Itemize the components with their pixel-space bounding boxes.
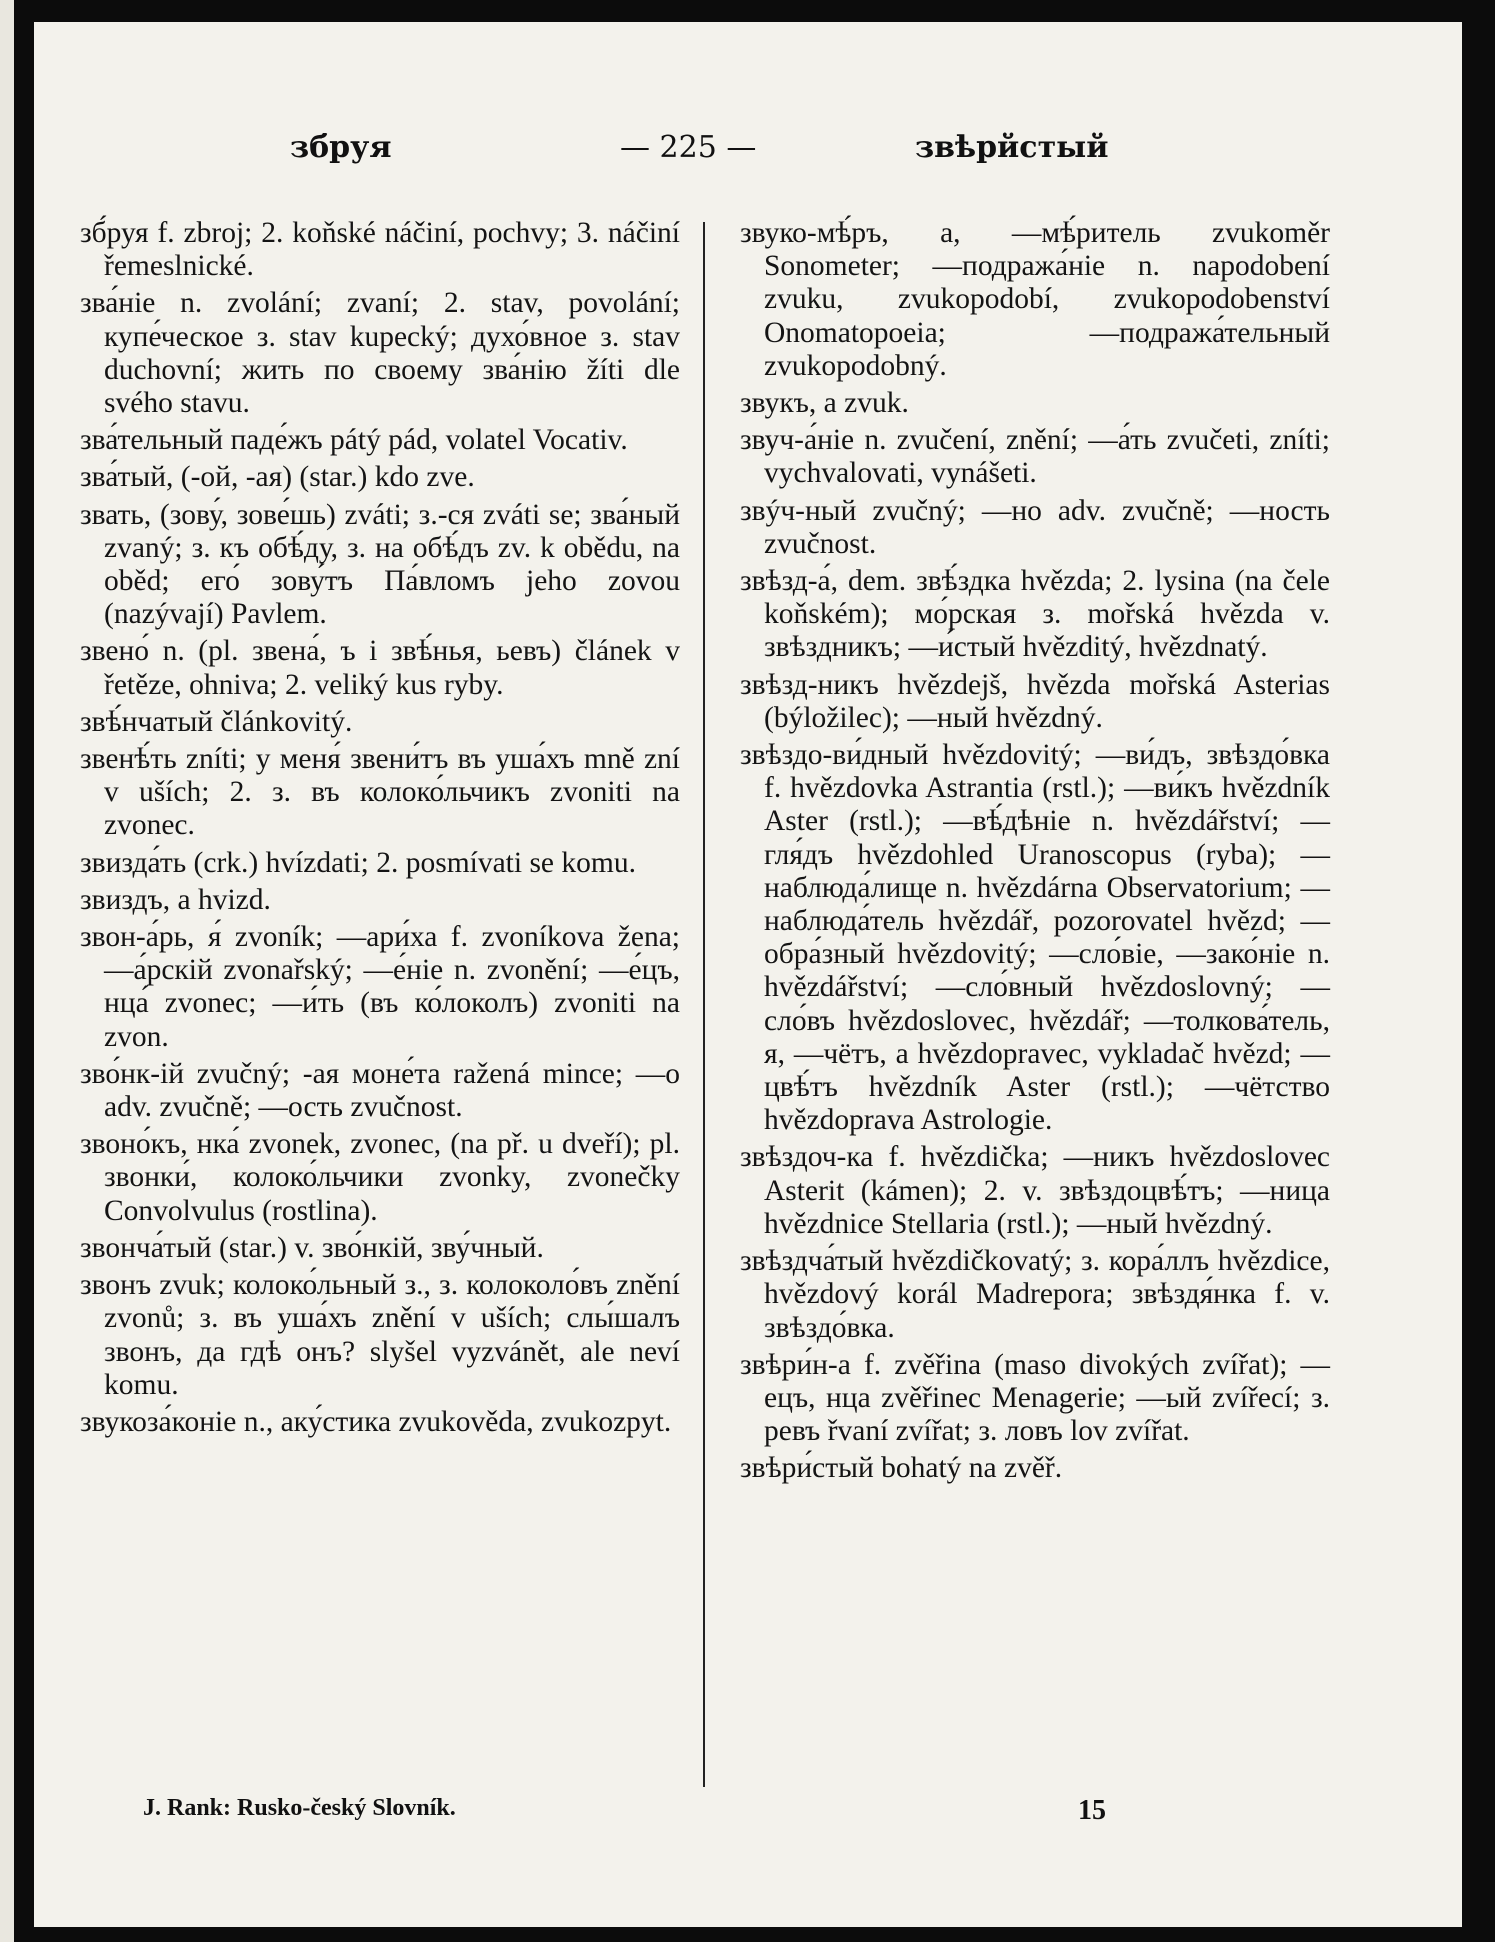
- dictionary-entry: звѣзд-а́, dem. звѣ́здка hvězda; 2. lysina (na čele koňském); мо́рская з. mořská hvězda v. звѣздникъ; —и́стый hvězditý, hvězdnatý.: [740, 565, 1330, 664]
- dictionary-entry: зва́тельный паде́жъ pátý pád, volatel Vocativ.: [80, 424, 628, 457]
- header-right-guide-word: звѣрйстый: [915, 130, 1109, 165]
- dictionary-entry: зва́тый, (-ой, -ая) (star.) kdo zve.: [80, 461, 475, 494]
- dictionary-entry: звукъ, а zvuk.: [740, 387, 909, 420]
- page-number: — 225 —: [620, 130, 757, 165]
- dictionary-entry: звиздъ, а hvizd.: [80, 883, 271, 916]
- column-divider: [703, 222, 705, 1787]
- dictionary-entry: звѣздо-ви́дный hvězdovitý; —ви́дъ, звѣздо́вка f. hvězdovka Astrantia (rstl.); —ви́къ hvězdník Aster (rstl.); —вѣ́дѣніе n. hvězdářství; —гля́дъ hvězdohled Uranoscopus (ryba); —наблюда́лище n. hvězdárna Observatorium; —наблюда́тель hvězdář, pozorovatel hvězd; —обра́зный hvězdovitý; —сло́віе, —зако́ніе n. hvězdářství; —сло́вный hvězdoslovný; —сло́въ hvězdoslovec, hvězdář; —толкова́тель, я, —чётъ, a hvězdopravec, vykladač hvězd; —цвѣ́тъ hvězdník Aster (rstl.); —чётство hvězdoprava Astrologie.: [740, 739, 1330, 1137]
- left-column: [80, 217, 680, 1443]
- dictionary-entry: звѣздча́тый hvězdičkovatý; з. кора́ллъ hvězdice, hvězdový korál Madrepora; звѣздя́нка f. v. звѣздо́вка.: [740, 1245, 1330, 1344]
- adjacent-page-edge: [0, 0, 14, 1942]
- dictionary-entry: звон-а́рь, я́ zvoník; —ари́ха f. zvoníkova žena; —а́рскій zvonařský; —е́ніе n. zvonění; —е́цъ, нца́ zvonec; —и́ть (въ ко́локолъ) zvoniti na zvon.: [80, 921, 680, 1053]
- dictionary-entry: звизда́ть (crk.) hvízdati; 2. posmívati se komu.: [80, 846, 636, 879]
- dictionary-entry: звать, (зову́, зове́шь) zváti; з.-ся zváti se; зва́ный zvaný; з. къ обѣ́ду, з. на обѣ́дъ zv. k obědu, na oběd; его́ зову́тъ Па́вломъ jeho zovou (nazývají) Pavlem.: [80, 498, 680, 631]
- dictionary-entry: звонча́тый (star.) v. зво́нкій, зву́чный.: [80, 1231, 544, 1264]
- right-column: [740, 217, 1330, 1490]
- dictionary-entry: звýч-ный zvučný; —но adv. zvučně; —ность zvučnost.: [740, 494, 1330, 560]
- dictionary-entry: зва́ніе n. zvolání; zvaní; 2. stav, povolání; купе́ческое з. stav kupecký; духо́вное з. stav duchovní; жить по своему зва́нію žíti dle svého stavu.: [80, 287, 680, 420]
- dictionary-entry: звѣ́нчатый článkovitý.: [80, 705, 353, 738]
- dictionary-entry: звонъ zvuk; колоко́льный з., з. колоколо́въ znění zvonů; з. въ уша́хъ znění v uších; слы́шалъ звонъ, да гдѣ онъ? slyšel vyzvánět, ale neví komu.: [80, 1269, 680, 1401]
- dictionary-entry: звукоза́коніе n., аку́стика zvukověda, zvukozpyt.: [80, 1405, 672, 1438]
- dictionary-entry: звуко-мѣ́ръ, а, —мѣ́ритель zvukoměr Sonometer; —подража́ніе n. napodobení zvuku, zvukopodobí, zvukopodobenství Onomatopoeia; —подража́тельный zvukopodobný.: [740, 217, 1330, 382]
- dictionary-entry: звуч-а́ніе n. zvučení, znění; —а́ть zvučeti, zníti; vychvalovati, vynášeti.: [740, 424, 1330, 490]
- footer-signature-number: 15: [1078, 1795, 1106, 1826]
- dictionary-entry: звѣри́стый bohatý na zvěř.: [740, 1452, 1063, 1485]
- dictionary-entry: звенѣ́ть zníti; у меня́ звени́тъ въ уша́хъ mně zní v uších; 2. з. въ колоко́льчикъ zvoniti na zvonec.: [80, 743, 680, 842]
- dictionary-entry: зво́нк-ій zvučný; -ая моне́та ražená mince; —о adv. zvučně; —ость zvučnost.: [80, 1057, 680, 1124]
- dictionary-entry: звѣзд-никъ hvězdejš, hvězda mořská Asterias (býložilec); —ный hvězdný.: [740, 668, 1330, 734]
- dictionary-entry: звѣри́н-а f. zvěřina (maso divokých zvířat); —ецъ, нца zvěřinec Menagerie; —ый zvířecí; з. ревъ řvaní zvířat; з. ловъ lov zvířat.: [740, 1348, 1330, 1448]
- dictionary-entry: звено́ n. (pl. звена́, ъ i звѣ́нья, ьевъ) článek v řetěze, ohniva; 2. veliký kus ryby.: [80, 635, 680, 701]
- dictionary-entry: звоно́къ, нка́ zvonek, zvonec, (na př. u dveří); pl. звонки́, колоко́льчики zvonky, zvonečky Convolvulus (rostlina).: [80, 1128, 680, 1227]
- dictionary-entry: зб́руя f. zbroj; 2. koňské náčiní, pochvy; 3. náčiní řemeslnické.: [80, 217, 680, 283]
- dictionary-entry: звѣздоч-ка f. hvězdička; —никъ hvězdoslovec Asterit (kámen); 2. v. звѣздоцвѣ́тъ; —ница hvězdnice Stellaria (rstl.); —ный hvězdný.: [740, 1141, 1330, 1240]
- footer-publisher-line: J. Rank: Rusko-český Slovník.: [143, 1795, 456, 1821]
- header-left-guide-word: зб́руя: [290, 130, 392, 165]
